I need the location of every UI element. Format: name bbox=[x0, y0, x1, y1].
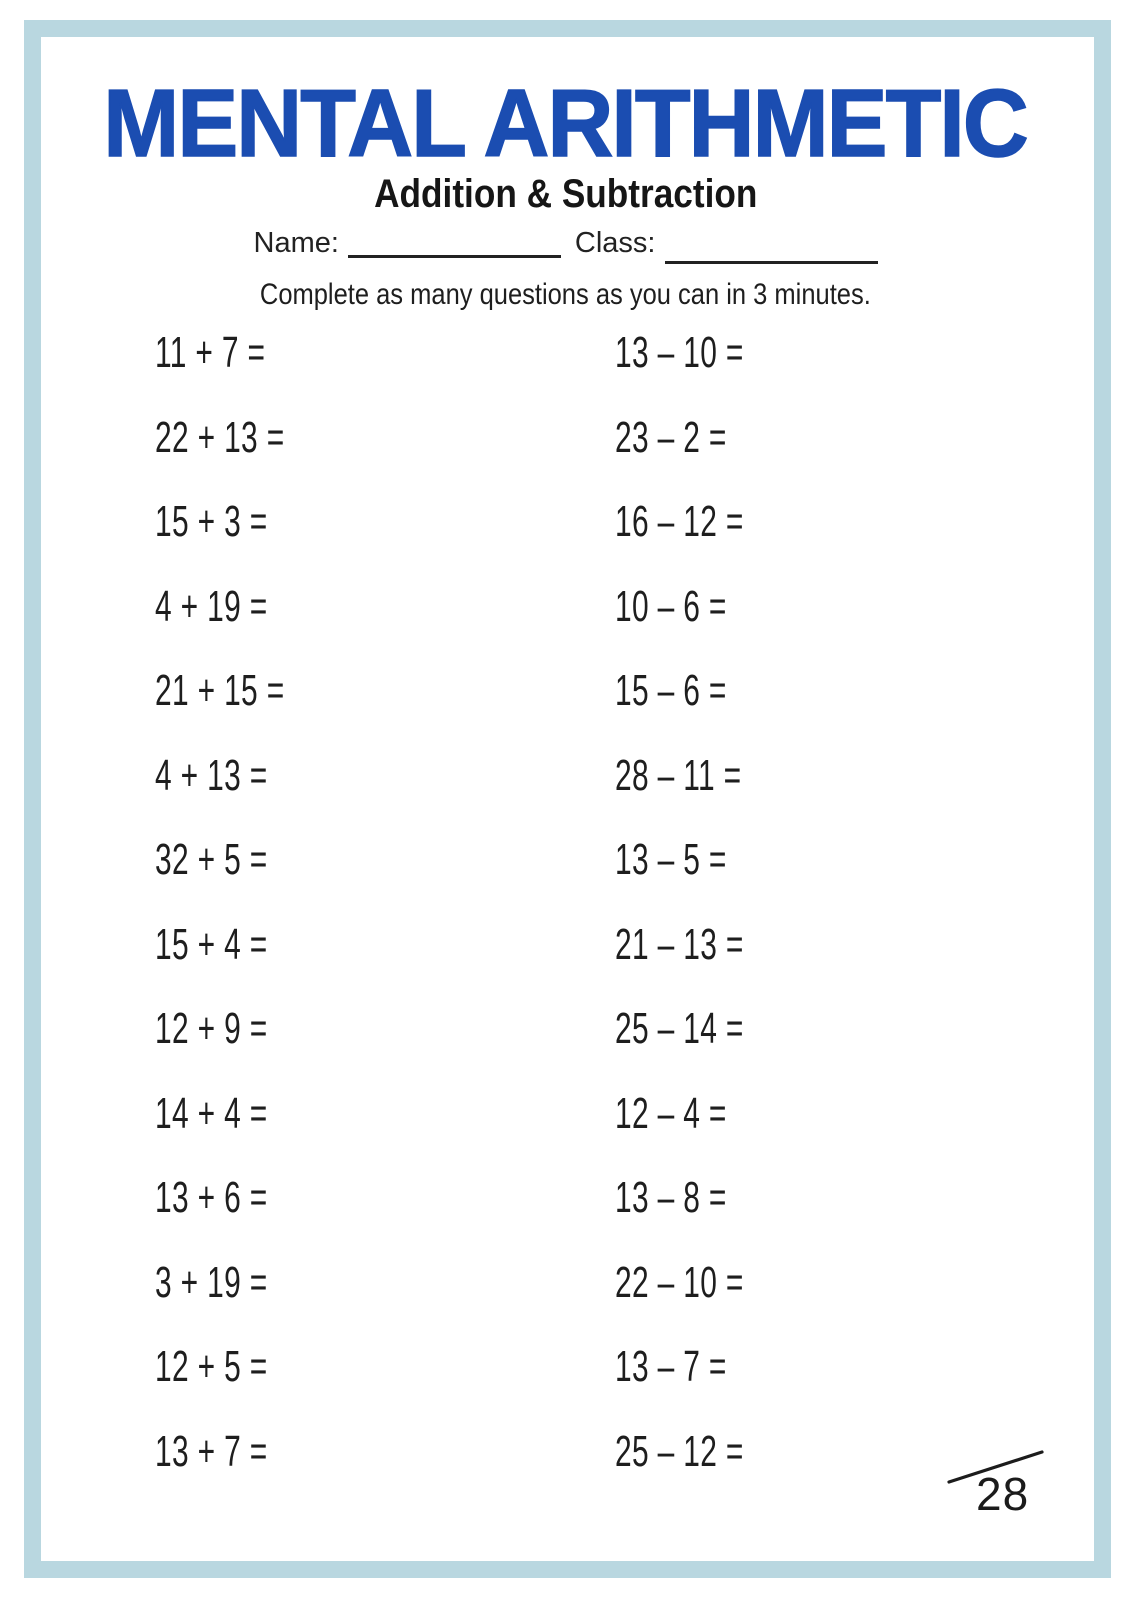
problem-item: 22 + 13 = bbox=[155, 412, 285, 462]
class-blank-line bbox=[665, 261, 878, 264]
problem-item: 13 – 7 = bbox=[615, 1342, 727, 1391]
problem-item: 4 + 13 = bbox=[155, 750, 268, 800]
problem-item: 13 – 5 = bbox=[615, 835, 727, 884]
problem-item: 32 + 5 = bbox=[155, 835, 268, 884]
problem-item: 14 + 4 = bbox=[155, 1088, 268, 1138]
problem-item: 13 – 10 = bbox=[615, 328, 744, 377]
problem-item: 13 + 7 = bbox=[155, 1426, 268, 1476]
problem-item: 28 – 11 = bbox=[615, 750, 742, 800]
problem-item: 4 + 19 = bbox=[155, 581, 268, 631]
problem-item: 11 + 7 = bbox=[155, 328, 266, 377]
problem-item: 15 + 3 = bbox=[155, 497, 268, 546]
problem-item: 25 – 12 = bbox=[615, 1426, 744, 1476]
problem-item: 13 + 6 = bbox=[155, 1173, 268, 1222]
problem-item: 21 + 15 = bbox=[155, 666, 285, 715]
instruction-text bbox=[0, 280, 1131, 310]
problem-item: 23 – 2 = bbox=[615, 412, 727, 462]
problem-item: 12 – 4 = bbox=[615, 1088, 727, 1138]
name-class-row bbox=[0, 226, 1131, 261]
worksheet-title bbox=[0, 70, 1131, 177]
name-label: Name: bbox=[253, 227, 339, 259]
worksheet-subtitle bbox=[0, 174, 1131, 214]
problem-item: 15 + 4 = bbox=[155, 919, 268, 969]
problem-item: 12 + 9 = bbox=[155, 1004, 268, 1053]
problems-column-right bbox=[615, 328, 1091, 1514]
page-number-block bbox=[942, 1443, 1052, 1520]
page-number: 28 bbox=[976, 1468, 1030, 1520]
problem-item: 25 – 14 = bbox=[615, 1004, 744, 1053]
problem-item: 3 + 19 = bbox=[155, 1257, 268, 1307]
problems-column-left bbox=[155, 328, 615, 1514]
problem-item: 12 + 5 = bbox=[155, 1342, 268, 1391]
problem-item: 22 – 10 = bbox=[615, 1257, 744, 1307]
problem-item: 13 – 8 = bbox=[615, 1173, 727, 1222]
name-blank-line bbox=[348, 255, 561, 258]
problem-item: 10 – 6 = bbox=[615, 581, 727, 631]
worksheet-title-text: MENTAL ARITHMETIC bbox=[103, 70, 1028, 177]
problem-item: 15 – 6 = bbox=[615, 666, 727, 715]
instruction-text-inner: Complete as many questions as you can in 3 minutes. bbox=[260, 278, 871, 311]
problem-item: 16 – 12 = bbox=[615, 497, 744, 546]
problems-grid bbox=[155, 328, 1091, 1514]
class-label: Class: bbox=[574, 227, 656, 259]
worksheet-subtitle-text: Addition & Subtraction bbox=[373, 172, 758, 216]
problem-item: 21 – 13 = bbox=[615, 919, 744, 969]
